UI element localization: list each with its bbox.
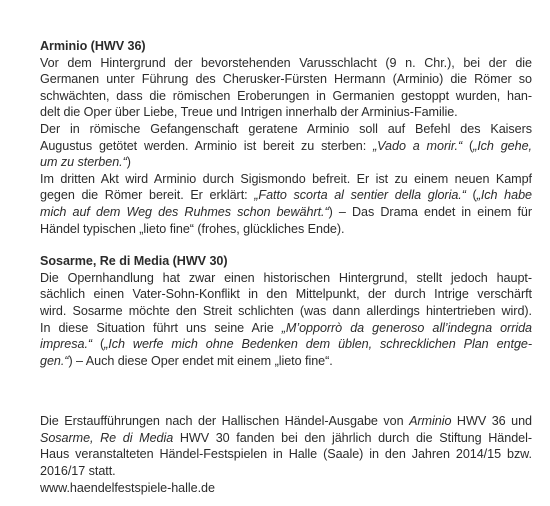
section-body xyxy=(40,55,532,238)
text-run: HWV 36 und xyxy=(451,414,532,429)
italic-text: mich auf dem Weg des Ruhmes schon bewährt.“ xyxy=(40,204,329,219)
text-run: In diese Situation führt uns seine Arie xyxy=(40,320,282,335)
text-run: Vor dem Hintergrund der bevorstehenden Varusschlacht (9 n. Chr.), bei der die xyxy=(40,55,532,70)
text-line xyxy=(40,336,532,353)
footer-note xyxy=(40,413,532,496)
document-page xyxy=(40,38,532,496)
text-run: Augustus getötet werden. Arminio ist bereit zu sterben: xyxy=(40,138,374,153)
text-run: ( xyxy=(462,138,474,153)
section-arminio xyxy=(40,38,532,237)
italic-text: „Fatto scorta al sentier della gloria.“ xyxy=(254,188,466,203)
text-run: schwächten, dass die römischen Eroberungen in Germanien gestoppt wurden, han- xyxy=(40,88,532,103)
text-run: Der in römische Gefangenschaft geratene Arminio soll auf Befehl des Kaisers xyxy=(40,121,532,136)
text-line xyxy=(40,446,532,463)
italic-text: Arminio xyxy=(409,414,452,429)
text-run: sächlich einen Vater-Sohn-Konflikt in den Mittelpunkt, der durch Intrige verschärft xyxy=(40,287,532,302)
text-line xyxy=(40,286,532,303)
italic-text: „Ich gehe, xyxy=(473,138,532,153)
text-line xyxy=(40,154,532,171)
italic-text: Sosarme, Re di Media xyxy=(40,430,174,445)
text-run: ( xyxy=(465,188,477,203)
website-link[interactable]: www.haendelfestspiele-halle.de xyxy=(40,480,215,495)
text-line xyxy=(40,463,532,480)
text-run: wird. Sosarme möchte den Streit schlichten (was dann allerdings hintertrieben wird). xyxy=(40,303,532,318)
text-line xyxy=(40,71,532,88)
section-body xyxy=(40,270,532,370)
section-title: Arminio (HWV 36) xyxy=(40,39,146,53)
text-line xyxy=(40,303,532,320)
section-title: Sosarme, Re di Media (HWV 30) xyxy=(40,254,228,269)
text-line xyxy=(40,430,532,447)
text-line xyxy=(40,204,532,221)
text-line xyxy=(40,104,532,121)
italic-text: „Ich habe xyxy=(476,188,532,203)
text-run: Die Opernhandlung hat zwar einen historischen Hintergrund, stellt jedoch haupt- xyxy=(40,270,532,285)
section-sosarme xyxy=(40,253,532,369)
text-run: ) – Das Drama endet in einem für xyxy=(328,204,532,219)
italic-text: impresa.“ xyxy=(40,337,93,352)
text-line xyxy=(40,353,532,370)
text-run: Händel typischen „lieto fine“ (frohes, glückliches Ende). xyxy=(40,221,345,236)
italic-text: „Ich werfe mich ohne Bedenken dem üblen, schrecklichen Plan entge- xyxy=(104,337,532,352)
text-run: Im dritten Akt wird Arminio durch Sigismondo befreit. Er ist zu einem neuen Kampf xyxy=(40,171,532,186)
text-line xyxy=(40,187,532,204)
text-run: Die Erstaufführungen nach der Hallischen Händel-Ausgabe von xyxy=(40,414,410,429)
text-line xyxy=(40,221,532,238)
text-line xyxy=(40,55,532,72)
text-line xyxy=(40,138,532,155)
italic-text: „Vado a morir.“ xyxy=(373,138,463,153)
italic-text: gen.“ xyxy=(40,353,69,368)
text-run: Haus veranstalteten Händel-Festspielen in Halle (Saale) in den Jahren 2014/15 bzw. xyxy=(40,447,532,462)
text-line xyxy=(40,121,532,138)
italic-text: um zu sterben.“ xyxy=(40,155,127,170)
text-run: ) – Auch diese Oper endet mit einem „lieto fine“. xyxy=(68,353,333,368)
text-line xyxy=(40,88,532,105)
text-run: delt die Oper über Liebe, Treue und Intrigen innerhalb der Arminius-Familie. xyxy=(40,105,458,120)
text-line xyxy=(40,413,532,430)
text-run: gegen die Römer bereit. Er erklärt: xyxy=(40,188,255,203)
italic-text: „M’opporrò da generoso all’indegna orrida xyxy=(281,320,532,335)
text-run: Germanen unter Führung des Cherusker-Fürsten Hermann (Arminio) die Römer so xyxy=(40,72,532,87)
text-run: ) xyxy=(126,155,131,170)
text-run: HWV 30 fanden bei den jährlich durch die Stiftung Händel- xyxy=(173,430,532,445)
text-line xyxy=(40,270,532,287)
text-line xyxy=(40,171,532,188)
text-run: ( xyxy=(92,337,105,352)
text-run: 2016/17 statt. xyxy=(40,464,116,479)
text-line xyxy=(40,320,532,337)
